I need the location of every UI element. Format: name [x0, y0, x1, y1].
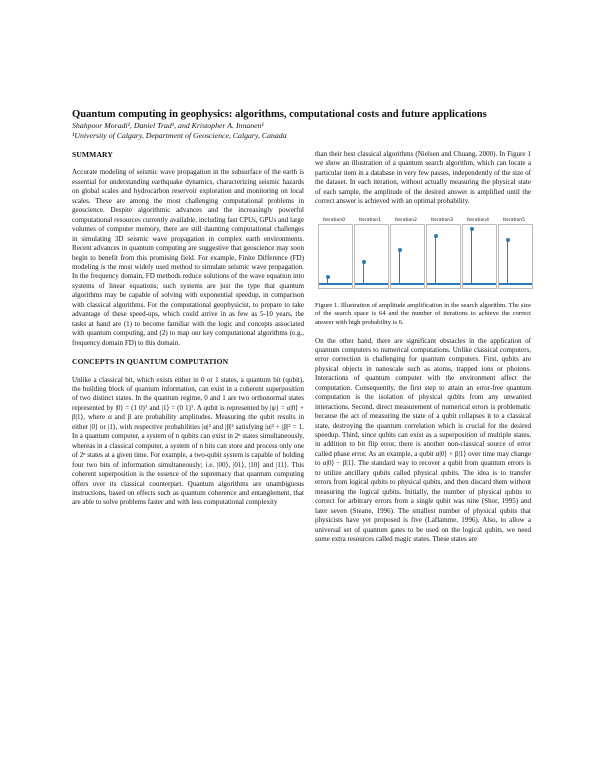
- panel-title: Iteration0: [323, 217, 345, 223]
- target-amplitude-marker: [326, 275, 330, 279]
- figure-panel: [387, 216, 425, 296]
- panel-plot-area: [354, 224, 389, 289]
- paper-title: Quantum computing in geophysics: algorithms, computational costs and future applications: [72, 109, 487, 120]
- panel-title: Iteration2: [395, 217, 417, 223]
- figure-panel: [315, 216, 353, 296]
- left-column: [72, 150, 304, 517]
- panel-plot-area: [318, 224, 353, 289]
- target-amplitude-stem: [363, 262, 364, 283]
- paper-authors: Shahpoor Moradi¹, Daniel Trad¹, and Kristopher A. Innanen¹: [72, 121, 264, 130]
- concepts-heading: CONCEPTS IN QUANTUM COMPUTATION: [72, 357, 229, 367]
- target-amplitude-marker: [506, 238, 510, 242]
- concepts-paragraph: Unlike a classical bit, which exists either in 0 or 1 states, a quantum bit (qubit), the building block of quantum information, can exist in a coherent superposition of two distinct states. In the quantum regime, 0 and 1 are two orthonormal states represented by |0⟩ = (1 0)ᵀ and |1⟩ = (0 1)ᵀ. A qubit is represented by |ψ⟩ = α|0⟩ + β|1⟩, where α and β are probability amplitudes. Measuring the qubit results in either |0⟩ or |1⟩, with respective probabilities |α|² and |β|² satisfying |α|² + |β|² = 1. In a quantum computer, a system of n qubits can exist in 2ⁿ states simultaneously, whereas in a classical computer, a system of n bits can store and process only one of 2ⁿ states at a given time. For example, a two-qubit system is capable of holding four two bits of information simultaneously; i.e. |00⟩, |01⟩, |10⟩ and |11⟩. This coherent superposition is the essence of the supremacy that quantum computing offers over its classical counterpart. Quantum algorithms are unambiguous instructions, based on effects such as quantum coherence and entanglement, that are able to solve problems faster and with less computational complexity: [72, 375, 304, 507]
- target-amplitude-marker: [470, 227, 474, 231]
- panel-plot-area: [498, 224, 533, 289]
- panel-plot-area: [462, 224, 497, 289]
- target-amplitude-stem: [435, 236, 436, 284]
- baseline-amplitudes: [319, 283, 352, 285]
- figure-panel: [351, 216, 389, 296]
- target-amplitude-stem: [507, 240, 508, 284]
- figure-panel: [495, 216, 533, 296]
- target-amplitude-marker: [434, 234, 438, 238]
- panel-title: Iteration5: [503, 217, 525, 223]
- figure-panel: [459, 216, 497, 296]
- summary-paragraph: Accurate modeling of seismic wave propagation in the subsurface of the earth is essential for understanding earthquake dynamics, characterizing seismic hazards on global scales and hydrocarbon reservoir exploration and monitoring on local scales. These are among the most challenging computational problems in geoscience. Despite algorithmic advances and the increasingly powerful computational resources currently available, including fast CPUs, GPUs and large volumes of computer memory, there are still daunting computational challenges in simulating 3D seismic wave propagation in complex earth environments. Recent advances in quantum computing are suggestive that geoscience may soon begin to benefit from this promising field. For example, Finite Difference (FD) modeling is the most widely used method to simulate seismic wave propagation. In the frequency domain, FD methods reduce solutions of the wave equation into systems of linear equations; such systems are just the type that quantum algorithms may be capable of solving with exponential speedup, in comparison with classical algorithms. For the computational geophysicist, to prepare to take advantage of these speed-ups, which could arrive in as few as 5-10 years, the tasks at hand are (1) to become familiar with the logic and concepts associated with quantum computing, and (2) to map our key computational algorithms (e.g., frequency domain FD) to this domain.: [72, 168, 304, 347]
- baseline-amplitudes: [499, 283, 532, 285]
- baseline-amplitudes: [355, 283, 388, 285]
- baseline-amplitudes: [427, 283, 460, 285]
- panel-title: Iteration4: [467, 217, 489, 223]
- right-column: [315, 150, 531, 553]
- target-amplitude-stem: [399, 250, 400, 284]
- figure-caption: Figure 1. Illustration of amplitude amplification in the search algorithm. The size of the search space is 64 and the number of iterations to achieve the correct answer with high probability is 6.: [315, 301, 531, 326]
- panel-plot-area: [426, 224, 461, 289]
- figure-1: [315, 216, 531, 296]
- right-paragraph-1: than their best classical algorithms (Nielsen and Chuang, 2000). In Figure 1 we show an illustration of a quantum search algorithm, which can locate a particular item in a database in very few passes, independently of the size of the dataset. In each iteration, without actually measuring the physical state of each sample, the amplitude of the desired answer is amplified until the correct answer is achieved with an optimal probability.: [315, 150, 531, 206]
- paper-affiliation: ¹University of Calgary, Department of Geoscience, Calgary, Canada: [72, 131, 287, 140]
- baseline-amplitudes: [391, 283, 424, 285]
- panel-title: Iteration1: [359, 217, 381, 223]
- summary-heading: SUMMARY: [72, 150, 113, 159]
- panel-plot-area: [390, 224, 425, 289]
- figure-panel: [423, 216, 461, 296]
- baseline-amplitudes: [463, 283, 496, 285]
- panel-title: Iteration3: [431, 217, 453, 223]
- right-paragraph-2: On the other hand, there are significant obstacles in the application of quantum computers to numerical computations. Unlike classical computers, error correction is challenging for quantum computers. First, qubits are physical objects in nanoscale such as atoms, trapped ions or photons. Interactions of quantum computer with the environment affect the computation. Consequently, the first step to attain an error-free quantum computation is the isolation of physical qubits from any unwanted interactions. Second, direct measurement of numerical errors is problematic because the act of measuring the state of a qubit collapses it to a classical state, destroying the quantum correlation which is crucial for the desired speedup. Third, since qubits can exist as a superposition of multiple states, in addition to bit flip error, there is another non-classical source of error called phase error. As an example, a qubit α|0⟩ + β|1⟩ over time may change to α|0⟩ − β|1⟩. The standard way to recover a qubit from quantum errors is to utilize ancillary qubits called physical qubits. The idea is to transfer errors from logical qubits to physical qubits, and then discard them without measuring the logical qubits. Initially, the number of physical qubits to correct for arbitrary errors from a single qubit was nine (Shor, 1995) and later seven (Steane, 1996). The smallest number of physical qubits that physicists have yet proposed is five (Laflamme, 1996). Also, to allow a universal set of quantum gates to be used on the logical qubits, we need some extra resources called magic states. These states are: [315, 336, 531, 544]
- target-amplitude-marker: [398, 248, 402, 252]
- target-amplitude-stem: [471, 229, 472, 284]
